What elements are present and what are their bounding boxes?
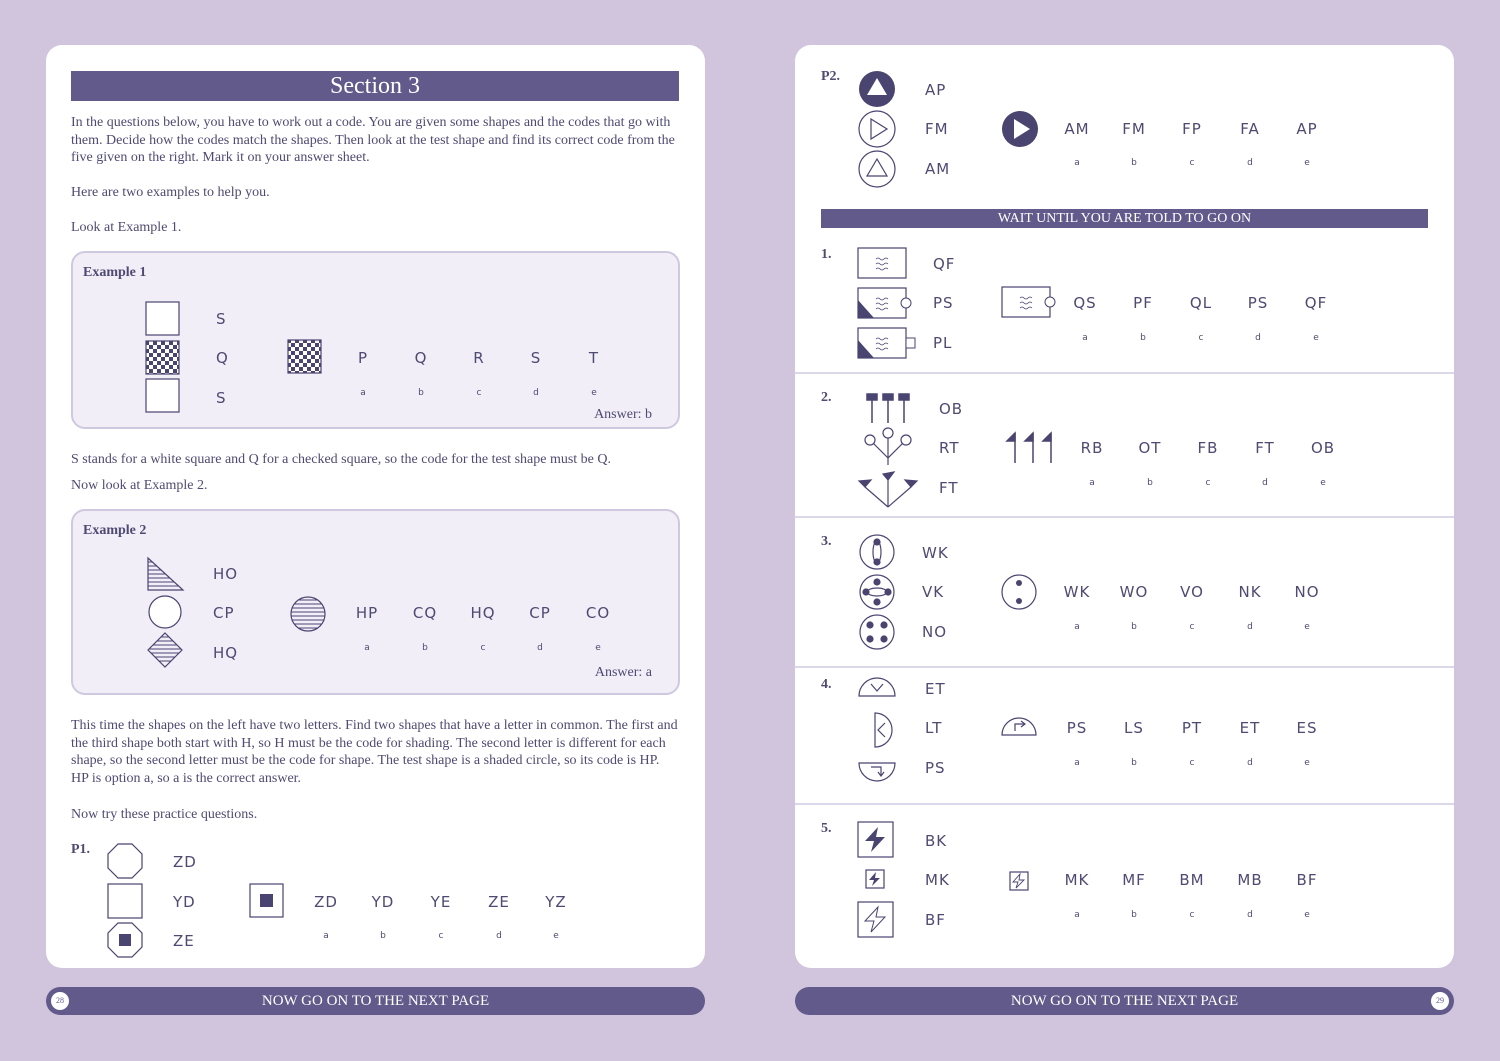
footer-right-text: NOW GO ON TO THE NEXT PAGE	[1010, 993, 1239, 1009]
option[interactable]: OB	[1310, 439, 1336, 457]
option[interactable]: PS	[1066, 719, 1088, 737]
option-letter: c	[1198, 333, 1204, 343]
octagon-icon	[108, 844, 142, 878]
example-2-title: Example 2	[83, 523, 147, 538]
white-square-icon	[146, 379, 179, 412]
option-letter: e	[1313, 333, 1319, 343]
option[interactable]: HQ	[470, 604, 496, 622]
option[interactable]: AM	[1064, 120, 1090, 138]
option-letter: d	[1247, 158, 1253, 168]
option-letter: c	[1189, 910, 1195, 920]
option-letter: e	[1304, 622, 1310, 632]
square-icon	[108, 884, 142, 918]
branching-flags-icon	[859, 472, 917, 507]
example-2-key-shapes	[145, 555, 185, 671]
test-shape-shaded-circle-icon	[289, 595, 327, 633]
test-shape-circle-two-dots-icon	[1000, 573, 1038, 611]
option[interactable]: MB	[1237, 871, 1263, 889]
option-letter: c	[1189, 758, 1195, 768]
key-code: VK	[922, 583, 945, 601]
option[interactable]: BF	[1296, 871, 1318, 889]
option-letter: e	[1304, 758, 1310, 768]
option-letter: b	[1147, 478, 1153, 488]
option[interactable]: NK	[1238, 583, 1262, 601]
white-circle-icon	[149, 596, 181, 628]
option[interactable]: CP	[529, 604, 551, 622]
example-2-explanation: This time the shapes on the left have two letters. Find two shapes that have a letter in common. The first and the third shape both start with H, so H must be the code for shading. The second letter is different for each shape, so the second letter must be the code for shape. The test shape is a shaded circle, so its code is HP. HP is option a, so a is the correct answer.	[71, 718, 678, 787]
question-label-2: 2.	[821, 390, 832, 405]
examples-intro: Here are two examples to help you.	[71, 185, 270, 200]
page-number-left: 28	[51, 992, 69, 1010]
key-code: S	[216, 310, 227, 328]
wavy-rectangle-triangle-circle-icon	[858, 288, 911, 318]
option[interactable]: MF	[1122, 871, 1146, 889]
key-code: S	[216, 389, 227, 407]
option[interactable]: ES	[1296, 719, 1318, 737]
option[interactable]: FP	[1182, 120, 1202, 138]
question-label-5: 5.	[821, 821, 832, 836]
option-letter: d	[1247, 758, 1253, 768]
key-code: Q	[216, 349, 229, 367]
option-letter: c	[1189, 158, 1195, 168]
option-letter: a	[1074, 622, 1080, 632]
option-letter: b	[418, 388, 424, 398]
semicircle-left-arrow-icon	[875, 713, 892, 747]
option-letter: a	[360, 388, 366, 398]
option[interactable]: FA	[1240, 120, 1260, 138]
option[interactable]: PT	[1181, 719, 1203, 737]
key-code: HO	[213, 565, 239, 583]
option-letter: c	[476, 388, 482, 398]
p1-key-shapes	[106, 842, 144, 960]
key-code: OB	[939, 400, 964, 418]
option[interactable]: BM	[1179, 871, 1205, 889]
instructions-paragraph: In the questions below, you have to work out a code. You are given some shapes and the codes that go with them. Decide how the codes match the shapes. Then look at the test shape and find its correct code from the five given on the right. Mark it on your answer sheet.	[71, 115, 675, 166]
q3-key-shapes	[857, 533, 897, 651]
option[interactable]: AP	[1296, 120, 1318, 138]
key-code: FT	[939, 479, 959, 497]
option-letter: e	[591, 388, 597, 398]
option[interactable]: FT	[1255, 439, 1275, 457]
square-outline-lightning-icon	[858, 902, 893, 937]
option[interactable]: Q	[414, 349, 428, 367]
key-code: RT	[939, 439, 960, 457]
option[interactable]: S	[530, 349, 542, 367]
option[interactable]: LS	[1124, 719, 1144, 737]
question-divider	[795, 372, 1454, 374]
question-divider	[795, 516, 1454, 518]
option-letter: e	[1304, 158, 1310, 168]
key-code: ZD	[173, 853, 197, 871]
q5-key-shapes	[857, 821, 897, 939]
shaded-diamond-icon	[145, 633, 185, 667]
option[interactable]: PF	[1133, 294, 1153, 312]
option-letter: a	[1074, 758, 1080, 768]
test-shape-checked-square-icon	[287, 339, 323, 375]
square-filled-lightning-icon	[858, 822, 893, 857]
question-label-p2: P2.	[821, 69, 841, 84]
q2-key-shapes	[857, 390, 919, 510]
circle-two-dots-line-icon	[860, 535, 894, 569]
footer-right-bar	[795, 987, 1454, 1015]
key-code: HQ	[213, 644, 239, 662]
triangle-up-circle-icon	[859, 151, 895, 187]
option-letter: b	[1131, 758, 1137, 768]
example-1-key-shapes	[145, 301, 181, 413]
option[interactable]: QF	[1304, 294, 1328, 312]
question-label-p1: P1.	[71, 842, 91, 857]
branching-circles-icon	[865, 428, 911, 465]
option-letter: a	[1074, 910, 1080, 920]
option[interactable]: YZ	[545, 893, 567, 911]
small-square-filled-lightning-icon	[866, 870, 884, 888]
option-letter: b	[1131, 622, 1137, 632]
option-letter: c	[480, 643, 486, 653]
semicircle-down-v-icon	[859, 678, 895, 696]
option[interactable]: P	[357, 349, 369, 367]
option-letter: e	[553, 931, 559, 941]
option-letter: a	[1082, 333, 1088, 343]
option[interactable]: HP	[355, 604, 379, 622]
question-label-3: 3.	[821, 534, 832, 549]
option[interactable]: VO	[1180, 583, 1204, 601]
triangle-right-circle-icon	[859, 111, 895, 147]
option[interactable]: CQ	[412, 604, 438, 622]
option[interactable]: ZE	[488, 893, 510, 911]
option[interactable]: WK	[1063, 583, 1091, 601]
example-1-explanation: S stands for a white square and Q for a checked square, so the code for the test shape must be Q.	[71, 452, 611, 467]
option-letter: c	[1189, 622, 1195, 632]
option[interactable]: ET	[1239, 719, 1261, 737]
option-letter: e	[595, 643, 601, 653]
question-divider	[795, 803, 1454, 805]
test-shape-three-pennants-icon	[1005, 429, 1061, 465]
test-shape-small-square-outline-lightning-icon	[1009, 871, 1029, 891]
option-letter: d	[1262, 478, 1268, 488]
circle-four-dots-lens-icon	[860, 575, 894, 609]
option[interactable]: OT	[1138, 439, 1162, 457]
example-2-answer: Answer: a	[594, 665, 652, 680]
q4-key-shapes	[857, 677, 897, 783]
footer-left-bar	[46, 987, 705, 1015]
white-square-icon	[146, 302, 179, 335]
option[interactable]: ZD	[314, 893, 338, 911]
key-code: ZE	[173, 932, 195, 950]
q1-key-shapes	[857, 247, 917, 359]
option[interactable]: WO	[1119, 583, 1149, 601]
wait-banner: WAIT UNTIL YOU ARE TOLD TO GO ON	[821, 209, 1428, 228]
option-letter: d	[1255, 333, 1261, 343]
test-shape-filled-triangle-right-circle-icon	[1000, 109, 1040, 149]
question-label-1: 1.	[821, 247, 832, 262]
question-label-4: 4.	[821, 677, 832, 692]
option[interactable]: RB	[1080, 439, 1104, 457]
key-code: AM	[925, 160, 951, 178]
option-letter: a	[364, 643, 370, 653]
filled-triangle-up-circle-icon	[859, 71, 895, 107]
right-page	[795, 45, 1454, 968]
option-letter: c	[438, 931, 444, 941]
option[interactable]: FB	[1197, 439, 1219, 457]
key-code: PS	[925, 759, 946, 777]
key-code: AP	[925, 81, 947, 99]
option-letter: d	[533, 388, 539, 398]
key-code: CP	[213, 604, 235, 622]
question-divider	[795, 666, 1454, 668]
option-letter: b	[1131, 910, 1137, 920]
example-2-box	[71, 509, 680, 695]
p2-key-shapes	[857, 70, 897, 190]
option[interactable]: FM	[1122, 120, 1146, 138]
option[interactable]: NO	[1294, 583, 1320, 601]
option-letter: b	[422, 643, 428, 653]
key-code: MK	[925, 871, 950, 889]
option[interactable]: YD	[371, 893, 395, 911]
option-letter: a	[323, 931, 329, 941]
look-example-1: Look at Example 1.	[71, 220, 182, 235]
option-letter: b	[1140, 333, 1146, 343]
option-letter: b	[380, 931, 386, 941]
page-number-right: 29	[1431, 992, 1449, 1010]
example-1-answer: Answer: b	[594, 407, 652, 422]
practice-intro: Now try these practice questions.	[71, 807, 258, 822]
wavy-rectangle-icon	[858, 248, 906, 278]
wavy-rectangle-triangle-square-icon	[858, 328, 915, 358]
option-letter: e	[1320, 478, 1326, 488]
option-letter: b	[1131, 158, 1137, 168]
option[interactable]: QL	[1189, 294, 1213, 312]
option-letter: c	[1205, 478, 1211, 488]
section-title: Section 3	[71, 71, 679, 101]
key-code: QF	[933, 255, 956, 273]
three-flags-icon	[867, 394, 909, 423]
option-letter: d	[1247, 622, 1253, 632]
look-example-2: Now look at Example 2.	[71, 478, 208, 493]
option[interactable]: CO	[585, 604, 611, 622]
footer-left-text: NOW GO ON TO THE NEXT PAGE	[261, 993, 490, 1009]
option-letter: d	[496, 931, 502, 941]
test-shape-semicircle-turn-arrow-icon	[1000, 715, 1038, 737]
key-code: BK	[925, 832, 948, 850]
semicircle-up-turn-arrow-icon	[859, 763, 895, 781]
example-1-title: Example 1	[83, 265, 147, 280]
option[interactable]: YE	[430, 893, 452, 911]
option-letter: a	[1089, 478, 1095, 488]
option-letter: d	[1247, 910, 1253, 920]
key-code: PL	[933, 334, 953, 352]
key-code: YD	[173, 893, 196, 911]
option-letter: a	[1074, 158, 1080, 168]
left-page	[46, 45, 705, 968]
key-code: BF	[925, 911, 946, 929]
option-letter: d	[537, 643, 543, 653]
key-code: FM	[925, 120, 949, 138]
key-code: ET	[925, 680, 946, 698]
option[interactable]: R	[473, 349, 485, 367]
option[interactable]: QS	[1073, 294, 1097, 312]
test-shape-square-with-square-icon	[249, 883, 285, 919]
example-1-box	[71, 251, 680, 429]
test-shape-wavy-rectangle-circle-icon	[1001, 285, 1059, 319]
checked-square-icon	[146, 341, 179, 374]
shaded-triangle-icon	[145, 558, 185, 590]
key-code: NO	[922, 623, 948, 641]
option[interactable]: MK	[1064, 871, 1090, 889]
option-letter: e	[1304, 910, 1310, 920]
key-code: WK	[922, 544, 949, 562]
key-code: PS	[933, 294, 954, 312]
key-code: LT	[925, 719, 943, 737]
circle-four-dots-icon	[860, 615, 894, 649]
option[interactable]: T	[588, 349, 600, 367]
option[interactable]: PS	[1247, 294, 1269, 312]
